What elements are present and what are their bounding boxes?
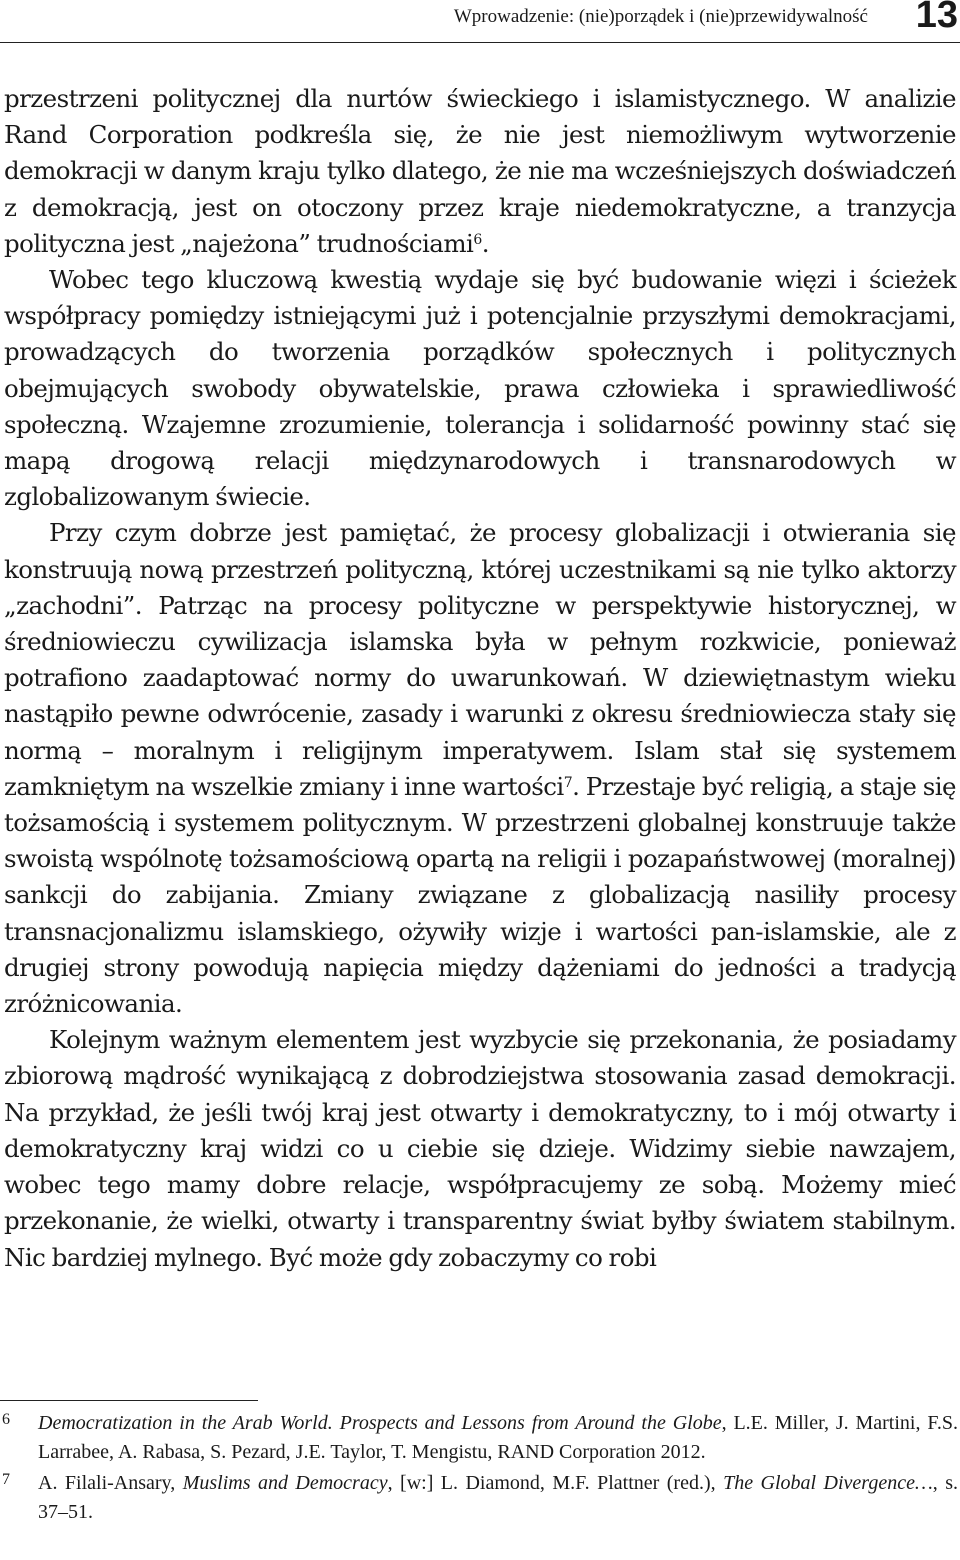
footnote-text: , [w:] L. Diamond, M.F. Plattner (red.),	[387, 1472, 724, 1494]
footnote-rule	[0, 1400, 258, 1401]
paragraph-text-tail: .	[481, 228, 489, 258]
footnote-number: 7	[2, 1471, 10, 1488]
paragraph-text-tail: . Przestaje być religią, a staje się tożsamością i systemem politycznym. W przestrzeni globalnej konstruuje także swoistą wspólnotę tożsamościową opartą na religii i pozapaństwowej (moralnej) sankcji do zabijania. Zmiany związane z globalizacją nasiliły procesy transnacjonalizmu islamskiego, ożywiły wizje i wartości pan-islamskie, ale z drugiej strony powodują napięcia między dążeniami do jedności a tradycją zróżnicowania.	[4, 771, 956, 1019]
footnotes	[0, 1409, 958, 1529]
paragraph-2: Wobec tego kluczową kwestią wydaje się być budowanie więzi i ścieżek współpracy pomiędzy istniejącymi już i potencjalnie przyszłymi demokracjami, prowadzących do tworzenia porządków społecznych i politycznych obejmujących swobody obywatelskie, prawa człowieka i sprawiedliwość społeczną. Wzajemne zrozumienie, tolerancja i solidarność powinny stać się mapą drogową relacji międzynarodowych i transnarodowych w zglobalizowanym świecie.	[4, 265, 956, 512]
footnote-title: Democratization in the Arab World. Prospects and Lessons from Around the Globe	[38, 1412, 722, 1434]
paragraph-4: Kolejnym ważnym elementem jest wyzbycie się przekonania, że posiadamy zbiorową mądrość wynikającą z dobrodziejstwa stosowania zasad demokracji. Na przykład, że jeśli twój kraj jest otwarty i demokratyczny, to i mój otwarty i demokratyczny kraj widzi co u ciebie się dzieje. Widzimy siebie nawzajem, wobec tego mamy dobre relacje, współpracujemy ze sobą. Możemy mieć przekonanie, że wielki, otwarty i transparentny świat byłby światem stabilnym. Nic bardziej mylnego. Być może gdy zobaczymy co robi	[4, 1025, 956, 1272]
footnote-text-tail: , s. 37–51.	[38, 1472, 959, 1523]
footnote-ref-7[interactable]: 7	[563, 774, 573, 791]
footnote-number: 6	[2, 1411, 10, 1428]
footnote-text: , L.E. Miller, J. Martini, F.S. Larrabee, A. Rabasa, S. Pezard, J.E. Taylor, T. Mengistu, RAND Corporation 2012.	[38, 1412, 958, 1463]
running-title: Wprowadzenie: (nie)porządek i (nie)przewidywalność	[453, 6, 868, 27]
paragraph-1	[4, 81, 956, 262]
paragraph-3	[4, 515, 956, 1022]
page-number: 13	[915, 0, 958, 36]
footnote-6	[0, 1409, 958, 1467]
page-header	[0, 0, 960, 44]
footnote-title: Muslims and Democracy	[182, 1472, 388, 1494]
header-rule	[0, 42, 960, 43]
footnote-ref-6[interactable]: 6	[473, 231, 482, 248]
paragraph-text: przestrzeni politycznej dla nurtów świeckiego i islamistycznego. W analizie Rand Corporation podkreśla się, że nie jest niemożliwym wytworzenie demokracji w danym kraju tylko dlatego, że nie ma wcześniejszych doświadczeń z demokracją, jest on otoczony przez kraje niedemokratyczne, a tranzycja polityczna jest „najeżona” trudnościami	[4, 84, 956, 258]
footnote-7	[0, 1469, 958, 1527]
paragraph-text: Przy czym dobrze jest pamiętać, że procesy globalizacji i otwierania się konstruują nową przestrzeń polityczną, której uczestnikami są nie tylko aktorzy „zachodni”. Patrząc na procesy polityczne w perspektywie historycznej, w średniowieczu cywilizacja islamska była w pełnym rozkwicie, ponieważ potrafiono zaadaptować normy do uwarunkowań. W dziewiętnastym wieku nastąpiło pewne odwrócenie, zasady i warunki z okresu średniowiecza stały się normą – moralnym i religijnym imperatywem. Islam stał się systemem zamkniętym na wszelkie zmiany i inne wartości	[4, 518, 956, 801]
footnote-author: A. Filali-Ansary,	[38, 1472, 183, 1494]
footnote-title-2: The Global Divergence…	[723, 1472, 933, 1494]
body-text	[4, 81, 956, 1276]
